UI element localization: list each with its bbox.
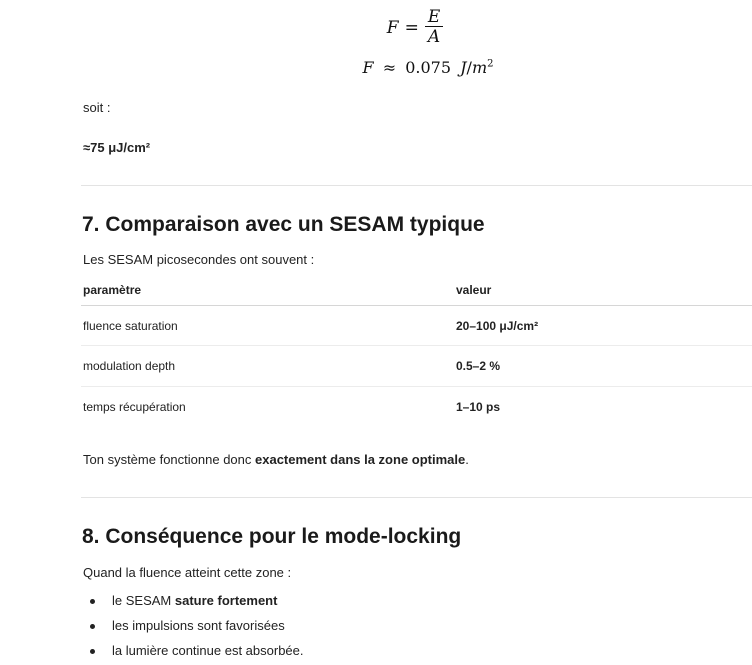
section-8-intro: Quand la fluence atteint cette zone :: [83, 565, 292, 580]
fraction-numerator: E: [425, 8, 443, 27]
list-item: [83, 640, 304, 665]
fraction-denominator: A: [427, 27, 441, 47]
list-item: [83, 615, 304, 640]
formula-fluence-definition: [0, 8, 752, 47]
formula2-exponent: 2: [487, 58, 494, 70]
formula2-slash: /: [466, 58, 472, 77]
divider: [81, 497, 752, 498]
section-7-intro: Les SESAM picosecondes ont souvent :: [83, 252, 315, 267]
table-row-line: [81, 345, 752, 346]
table-header-line: [81, 305, 752, 306]
formula2-approx: ≈: [382, 58, 397, 77]
result-value: ≈75 μJ/cm²: [83, 140, 151, 155]
table-cell-param: temps récupération: [83, 400, 186, 414]
formula2-lhs: F: [362, 58, 374, 77]
table-cell-param: modulation depth: [83, 359, 176, 373]
formula2-unit-j: J: [460, 58, 467, 77]
section-7-conclusion: [83, 452, 469, 467]
list-item-emphasis: sature fortement: [174, 593, 278, 608]
fraction: [425, 8, 443, 47]
list-item-text: le SESAM: [112, 593, 175, 608]
formula-lhs: F: [386, 17, 399, 38]
formula2-value: 0.075: [405, 58, 452, 77]
soit-text: soit :: [83, 100, 111, 115]
formula-fluence-value: [0, 58, 752, 77]
section-7-heading: 7. Comparaison avec un SESAM typique: [82, 213, 485, 236]
table-cell-param: fluence saturation: [83, 319, 178, 333]
conclusion-emphasis: exactement dans la zone optimale: [255, 452, 466, 467]
table-row-line: [81, 386, 752, 387]
list-item-text: les impulsions sont favorisées: [112, 618, 285, 633]
consequence-list: [83, 590, 304, 665]
table-cell-value: 20–100 μJ/cm²: [456, 319, 539, 333]
conclusion-period: .: [465, 452, 469, 467]
section-8-heading: 8. Conséquence pour le mode-locking: [82, 525, 462, 548]
table-cell-value: 0.5–2 %: [456, 359, 501, 373]
formula2-unit-m: m: [471, 58, 488, 77]
formula-equals: =: [404, 17, 419, 38]
list-item-text: la lumière continue est absorbée.: [112, 643, 304, 658]
table-header-param: paramètre: [83, 283, 142, 297]
table-header-value: valeur: [456, 283, 492, 297]
list-item: [83, 590, 304, 615]
table-cell-value: 1–10 ps: [456, 400, 501, 414]
conclusion-text: Ton système fonctionne donc: [83, 452, 255, 467]
divider: [81, 185, 752, 186]
